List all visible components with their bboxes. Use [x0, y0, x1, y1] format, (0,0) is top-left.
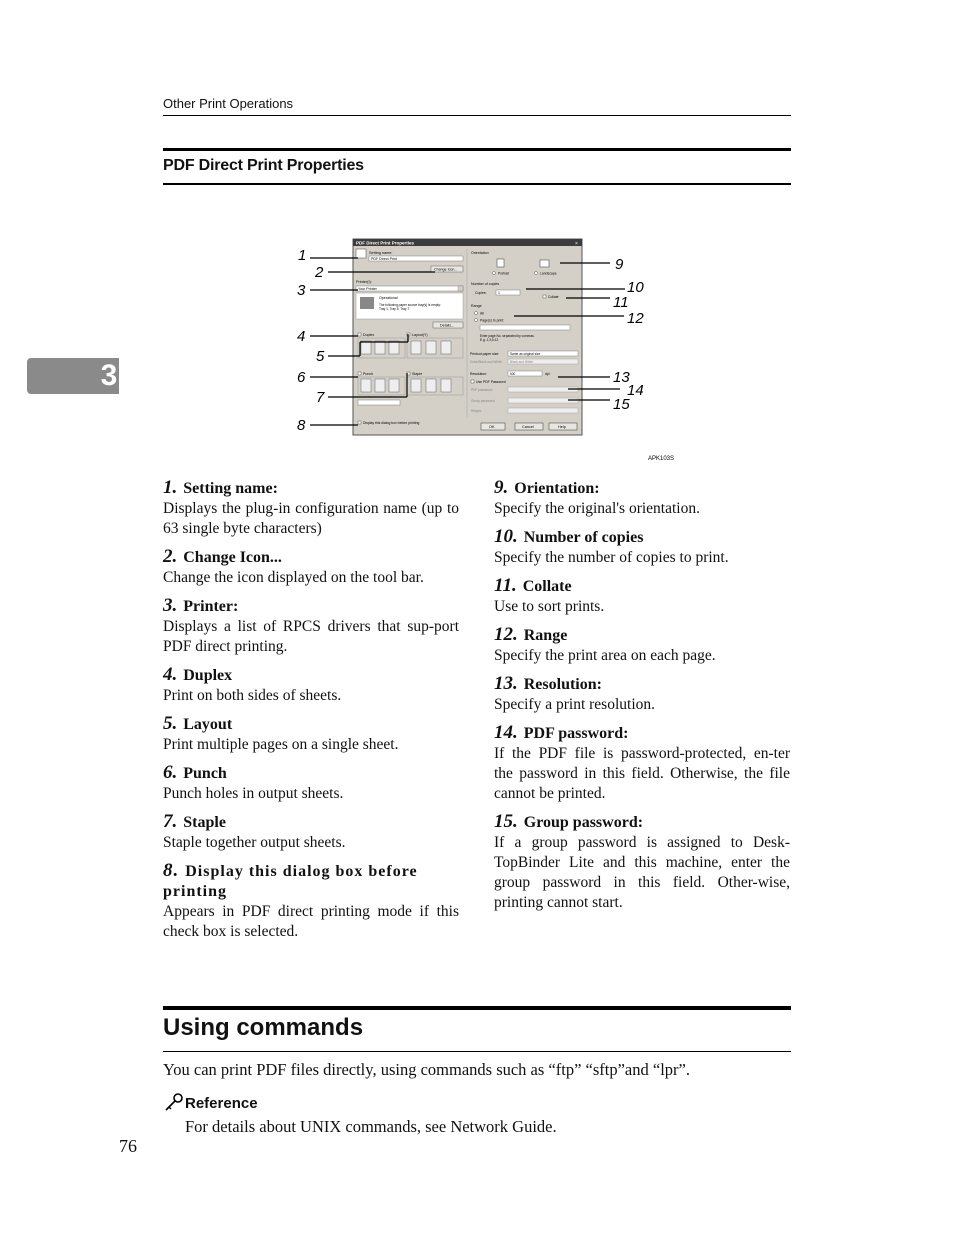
range-all: All: [480, 311, 484, 316]
setting-icon: [356, 249, 366, 258]
list-item: 8. Display this dialog box before printing Appears in PDF direct printing mode if this check box is selected.: [163, 860, 459, 940]
list-item: 9. Orientation: Specify the original's orientation.: [494, 477, 700, 517]
copies-group-label: Number of copies: [471, 282, 500, 286]
callout-11: 11: [613, 294, 629, 311]
setting-name-label: Setting name:: [369, 251, 393, 255]
duplex-label: Duplex: [363, 333, 375, 337]
section-top-rule: [163, 148, 791, 151]
chapter-number: 3: [100, 359, 118, 392]
callout-15: 15: [613, 396, 630, 413]
callout-4: 4: [297, 328, 306, 345]
list-item: 1. Setting name: Displays the plug-in configuration name (up to 63 single byte characters): [163, 477, 459, 537]
operational-text: Operational: [379, 296, 398, 300]
copies-value: 1: [498, 291, 500, 295]
callout-5: 5: [316, 348, 325, 365]
callout-10: 10: [627, 279, 644, 296]
list-item: 13. Resolution: Specify a print resolution.: [494, 673, 655, 713]
callout-13: 13: [613, 369, 630, 386]
svg-text:Enter page No. separated by co: Enter page No. separated by commas.: [480, 334, 535, 338]
image-code: APK103S: [648, 456, 675, 462]
copies-label: Copies:: [475, 291, 487, 295]
staple-label: Staple: [412, 372, 423, 376]
resolution-label: Resolution:: [470, 372, 487, 376]
reference-text: For details about UNIX commands, see Network Guide.: [185, 1117, 557, 1136]
svg-text:The following paper source tra: The following paper source tray(s) is empty:: [379, 303, 441, 307]
details-button-label: Details...: [440, 323, 454, 328]
list-item: 11. Collate Use to sort prints.: [494, 575, 605, 615]
list-item: 4. Duplex Print on both sides of sheets.: [163, 664, 342, 704]
dialog-window: [353, 239, 582, 435]
list-item: 5. Layout Print multiple pages on a single sheet.: [163, 713, 399, 753]
color-label: Color/Black and White:: [470, 360, 503, 364]
callout-2: 2: [315, 264, 324, 281]
collate-label: Collate: [548, 295, 559, 299]
resolution-unit: dpi: [545, 372, 550, 376]
cancel-button-label: Cancel: [522, 425, 534, 429]
ok-button-label: OK: [489, 425, 495, 429]
using-commands-top-rule: [163, 1006, 791, 1010]
punch-label: Punch: [363, 372, 374, 376]
using-commands-bottom-rule: [163, 1051, 791, 1052]
list-item: 15. Group password: If a group password is assigned to Desk-TopBinder Lite and this machine, enter the group password in this field. Other-wise, printing cannot start.: [494, 811, 790, 911]
callout-14: 14: [627, 382, 644, 399]
using-commands-heading: Using commands: [163, 1014, 364, 1041]
svg-text:E.g. 1,3,5-12: E.g. 1,3,5-12: [480, 338, 499, 342]
setting-name-value: PDF Direct Print: [371, 257, 397, 261]
section-bottom-rule: [163, 183, 791, 185]
printer-label: Printer(I):: [356, 280, 372, 284]
portrait-icon: [497, 259, 504, 267]
range-label: Range: [471, 304, 482, 308]
printer-value: Your Printer: [358, 287, 377, 291]
printer-icon: [360, 297, 374, 309]
page-number: 76: [119, 1136, 137, 1156]
help-button-label: Help: [558, 425, 566, 429]
chapter-tab: [27, 358, 119, 394]
pdf-password-label: PDF password:: [471, 388, 493, 392]
callout-3: 3: [297, 282, 306, 299]
use-pdf-password-checkbox: [471, 380, 474, 383]
callout-9: 9: [615, 256, 624, 273]
key-icon: [164, 1092, 184, 1112]
group-password-input: [508, 398, 578, 403]
pdf-password-input: [508, 387, 578, 392]
list-item: 2. Change Icon... Change the icon displayed on the tool bar.: [163, 546, 424, 586]
paper-size-value: Same as original size: [510, 352, 541, 356]
running-header: Other Print Operations: [163, 96, 294, 111]
layout-label: Layout(Y): [412, 333, 428, 337]
list-item: 6. Punch Punch holes in output sheets.: [163, 762, 344, 802]
color-value: Black and White: [510, 360, 534, 364]
range-pages: Page(s) to print:: [480, 318, 505, 323]
list-item: 12. Range Specify the print area on each page.: [494, 624, 716, 664]
descriptions-right: [494, 478, 790, 921]
portrait-label: Portrait: [498, 271, 509, 276]
svg-text:Tray 1, Tray 5, Tray 7: Tray 1, Tray 5, Tray 7: [379, 307, 410, 311]
group-password-label: Group password:: [471, 399, 496, 403]
descriptions-left: [163, 478, 459, 950]
retype-input: [508, 408, 578, 413]
list-item: 3. Printer: Displays a list of RPCS drivers that sup-port PDF direct printing.: [163, 595, 459, 655]
callout-6: 6: [297, 369, 306, 386]
display-checkbox: [358, 421, 361, 424]
collate-checkbox: [543, 295, 546, 298]
retype-label: Retype:: [471, 409, 482, 413]
change-icon-button-label: Change Icon...: [434, 267, 458, 272]
callout-12: 12: [627, 310, 644, 327]
reference-label: Reference: [185, 1095, 258, 1112]
dialog-figure: [290, 230, 700, 470]
landscape-label: Landscape: [540, 271, 557, 276]
callout-8: 8: [297, 417, 306, 434]
callout-7: 7: [316, 389, 325, 406]
callout-1: 1: [298, 247, 307, 264]
section-title: PDF Direct Print Properties: [163, 157, 364, 174]
display-checkbox-label: Display this dialog box before printing: [363, 421, 420, 425]
list-item: 14. PDF password: If the PDF file is password-protected, en-ter the password in this field. Otherwise, the file cannot be printed.: [494, 722, 790, 802]
close-icon: ×: [575, 240, 578, 247]
use-pdf-password-label: Use PDF Password: [476, 380, 506, 384]
range-pages-input: [480, 325, 570, 330]
header-rule: [163, 115, 791, 116]
list-item: 10. Number of copies Specify the number of copies to print.: [494, 526, 729, 566]
list-item: 7. Staple Staple together output sheets.: [163, 811, 346, 851]
using-commands-paragraph: You can print PDF files directly, using commands such as “ftp” “sftp”and “lpr”.: [163, 1060, 690, 1079]
orientation-label: Orientation: [471, 251, 489, 255]
landscape-icon: [540, 260, 549, 267]
paper-size-label: Printout paper size:: [470, 352, 500, 356]
resolution-value: 600: [510, 372, 516, 376]
dialog-title: PDF Direct Print Properties: [356, 240, 415, 246]
